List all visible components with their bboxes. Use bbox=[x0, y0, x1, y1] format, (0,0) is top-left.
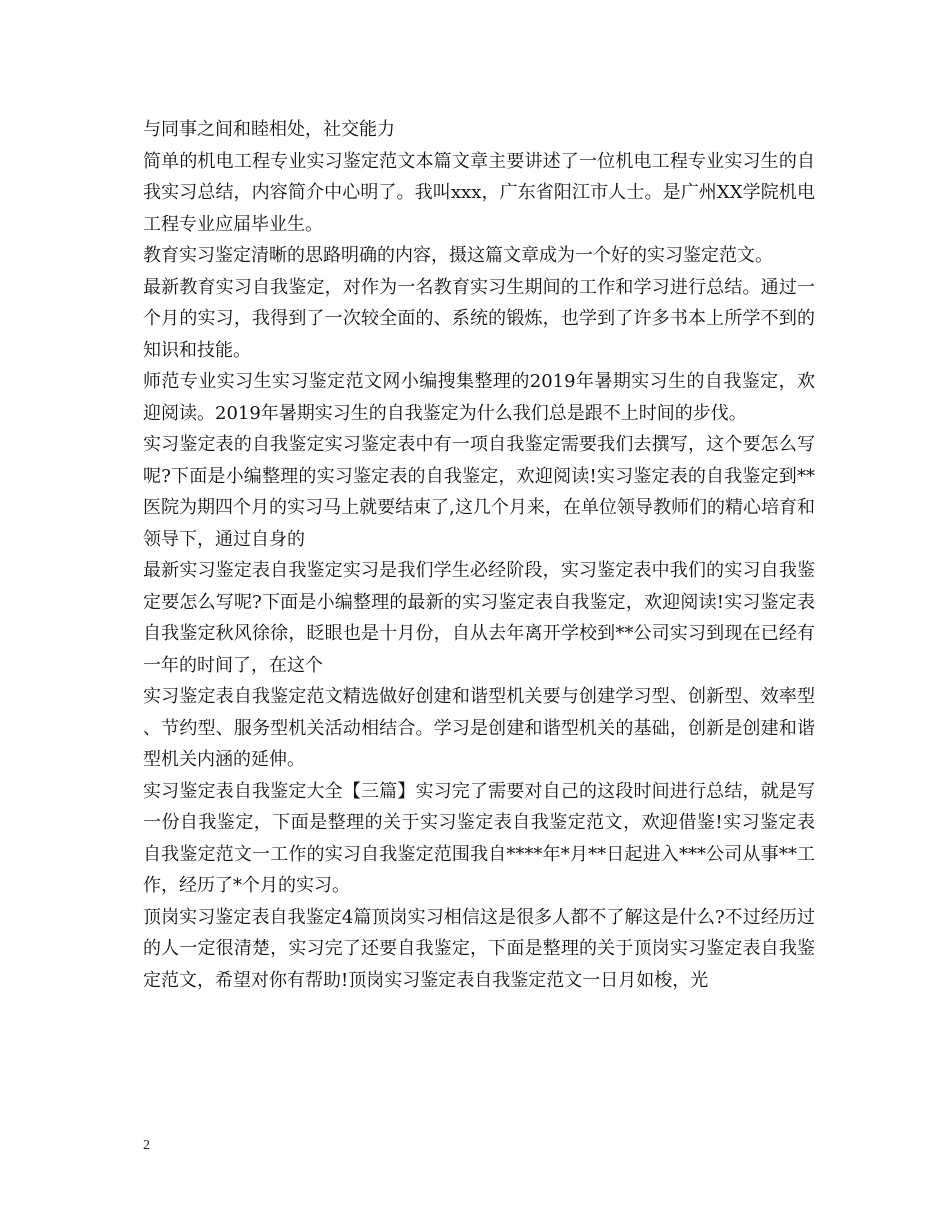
paragraph: 最新实习鉴定表自我鉴定实习是我们学生必经阶段，实习鉴定表中我们的实习自我鉴定要怎么写呢?下面是小编整理的最新的实习鉴定表自我鉴定，欢迎阅读!实习鉴定表自我鉴定秋风徐徐，眨眼也是十月份，自从去年离开学校到**公司实习到现在已经有一年的时间了，在这个 bbox=[143, 560, 815, 676]
paragraph: 简单的机电工程专业实习鉴定范文本篇文章主要讲述了一位机电工程专业实习生的自我实习总结，内容简介中心明了。我叫xxx，广东省阳江市人士。是广州XX学院机电工程专业应届毕业生。 bbox=[143, 150, 815, 235]
paragraph: 师范专业实习生实习鉴定范文网小编搜集整理的2019年暑期实习生的自我鉴定，欢迎阅读。2019年暑期实习生的自我鉴定为什么我们总是跟不上时间的步伐。 bbox=[143, 371, 815, 424]
page-number: 2 bbox=[143, 1138, 150, 1153]
paragraph: 与同事之间和睦相处，社交能力 bbox=[143, 119, 395, 140]
paragraph: 实习鉴定表的自我鉴定实习鉴定表中有一项自我鉴定需要我们去撰写，这个要怎么写呢?下面是小编整理的实习鉴定表的自我鉴定，欢迎阅读!实习鉴定表的自我鉴定到**医院为期四个月的实习马上就要结束了,这几个月来，在单位领导教师们的精心培育和领导下，通过自身的 bbox=[143, 434, 815, 550]
paragraph: 教育实习鉴定清晰的思路明确的内容，摄这篇文章成为一个好的实习鉴定范文。 bbox=[143, 245, 773, 266]
paragraph: 实习鉴定表自我鉴定范文精选做好创建和谐型机关要与创建学习型、创新型、效率型、节约型、服务型机关活动相结合。学习是创建和谐型机关的基础，创新是创建和谐型机关内涵的延伸。 bbox=[143, 686, 815, 770]
body-text bbox=[143, 114, 815, 996]
paragraph: 最新教育实习自我鉴定，对作为一名教育实习生期间的工作和学习进行总结。通过一个月的实习，我得到了一次较全面的、系统的锻炼，也学到了许多书本上所学不到的知识和技能。 bbox=[143, 276, 815, 361]
paragraph: 实习鉴定表自我鉴定大全【三篇】实习完了需要对自己的这段时间进行总结，就是写一份自我鉴定，下面是整理的关于实习鉴定表自我鉴定范文，欢迎借鉴!实习鉴定表自我鉴定范文一工作的实习自我鉴定范围我自****年*月**日起进入***公司从事**工作，经历了*个月的实习。 bbox=[143, 780, 815, 896]
paragraph: 顶岗实习鉴定表自我鉴定4篇顶岗实习相信这是很多人都不了解这是什么?不过经历过的人一定很清楚，实习完了还要自我鉴定，下面是整理的关于顶岗实习鉴定表自我鉴定范文，希望对你有帮助!顶岗实习鉴定表自我鉴定范文一日月如梭，光 bbox=[143, 906, 815, 991]
